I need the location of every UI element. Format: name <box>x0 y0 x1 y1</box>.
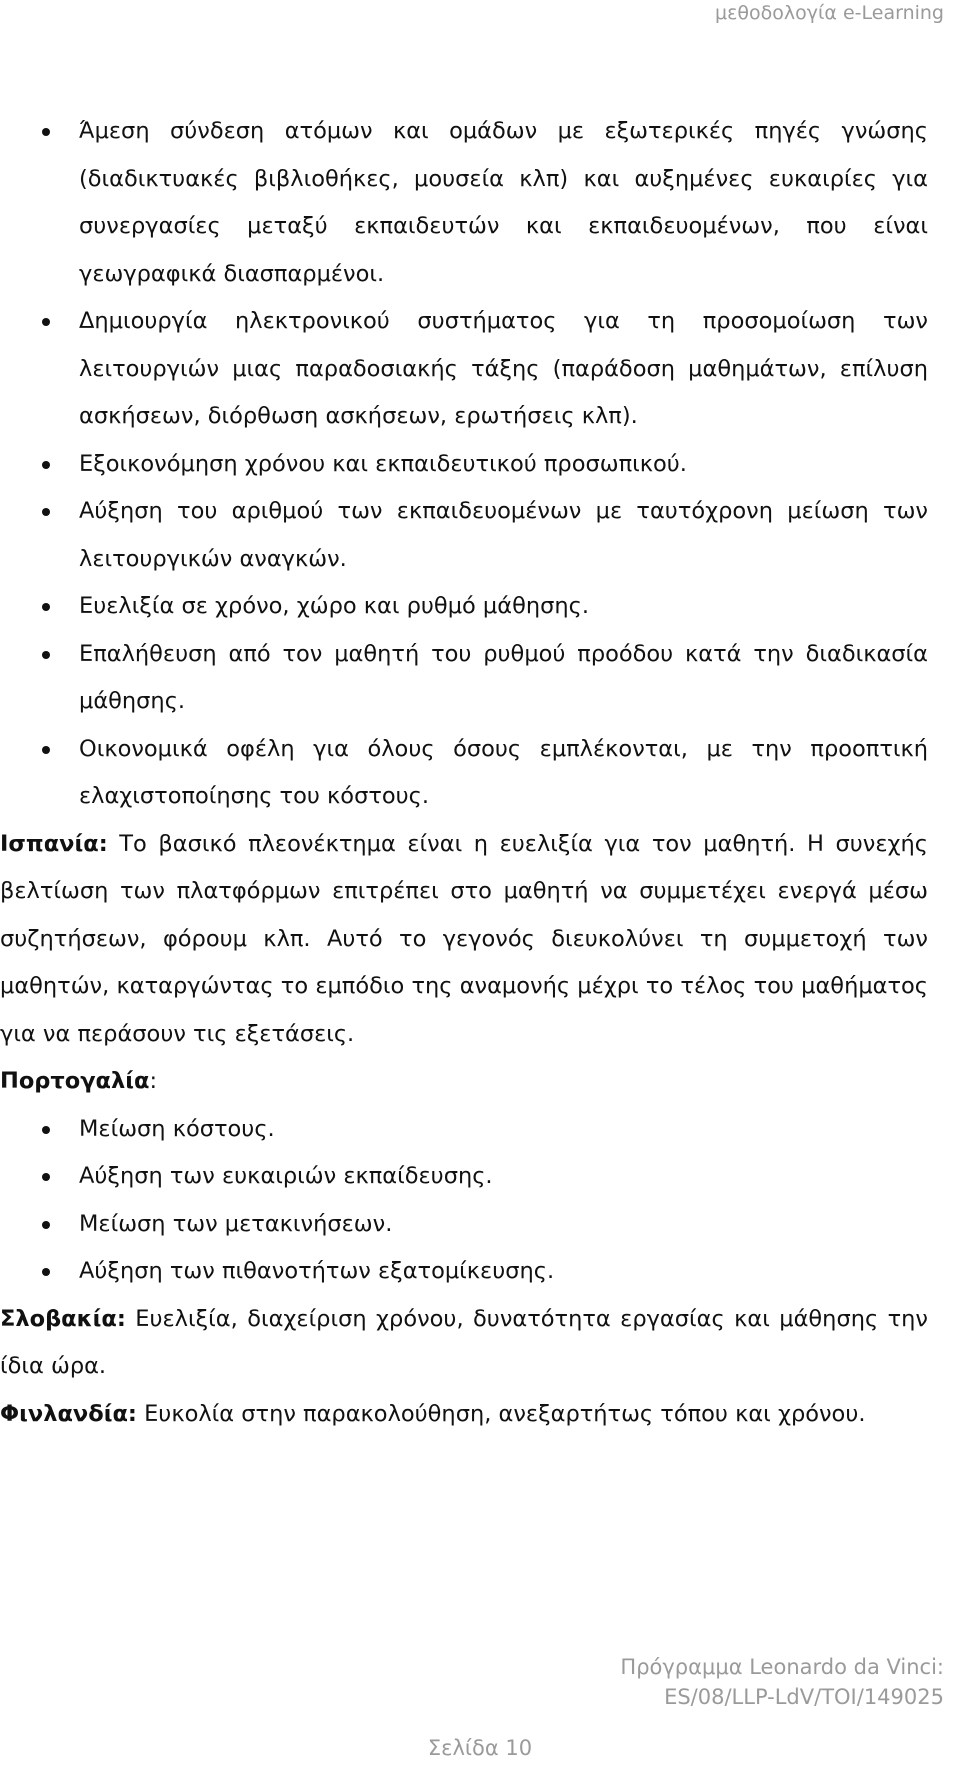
bullet-icon <box>42 1126 50 1134</box>
bullet-icon <box>42 318 50 326</box>
list-item: Μείωση των μετακινήσεων. <box>0 1201 928 1249</box>
bullet-icon <box>42 746 50 754</box>
slovakia-label: Σλοβακία: <box>0 1305 126 1332</box>
document-body <box>0 108 928 1438</box>
bullet-icon <box>42 1268 50 1276</box>
spain-paragraph <box>0 821 928 1059</box>
program-name: Πρόγραμμα Leonardo da Vinci: <box>620 1655 944 1679</box>
bullet-icon <box>42 1173 50 1181</box>
portugal-heading: Πορτογαλία: <box>0 1068 158 1094</box>
bullet-icon <box>42 508 50 516</box>
bullet-icon <box>42 1221 50 1229</box>
list-item: Άμεση σύνδεση ατόμων και ομάδων με εξωτερικές πηγές γνώσης (διαδικτυακές βιβλιοθήκες, μουσεία κλπ) και αυξημένες ευκαιρίες για συνεργασίες μεταξύ εκπαιδευτών και εκπαιδευομένων, που είναι γεωγραφικά διασπαρμένοι. <box>0 108 928 298</box>
list-item: Αύξηση των ευκαιριών εκπαίδευσης. <box>0 1153 928 1201</box>
list-item: Αύξηση των πιθανοτήτων εξατομίκευσης. <box>0 1248 928 1296</box>
list-item: Δημιουργία ηλεκτρονικού συστήματος για τη προσομοίωση των λειτουργιών μιας παραδοσιακής τάξης (παράδοση μαθημάτων, επίλυση ασκήσεων, διόρθωση ασκήσεων, ερωτήσεις κλπ). <box>0 298 928 441</box>
slovakia-text: Ευελιξία, διαχείριση χρόνου, δυνατότητα εργασίας και μάθησης την ίδια ώρα. <box>0 1305 928 1379</box>
bullet-icon <box>42 461 50 469</box>
list-item: Εξοικονόμηση χρόνου και εκπαιδευτικού προσωπικού. <box>0 441 928 489</box>
page-header: μεθοδολογία e-Learning <box>715 2 944 24</box>
finland-label: Φινλανδία: <box>0 1400 137 1427</box>
spain-label: Ισπανία: <box>0 830 108 857</box>
list-item: Ευελιξία σε χρόνο, χώρο και ρυθμό μάθησης. <box>0 583 928 631</box>
program-footer <box>524 1652 944 1712</box>
bullet-icon <box>42 603 50 611</box>
bullet-icon <box>42 128 50 136</box>
list-item: Οικονομικά οφέλη για όλους όσους εμπλέκονται, με την προοπτική ελαχιστοποίησης του κόστους. <box>0 726 928 821</box>
advantages-list <box>0 108 928 821</box>
list-item: Αύξηση του αριθμού των εκπαιδευομένων με ταυτόχρονη μείωση των λειτουργικών αναγκών. <box>0 488 928 583</box>
program-code: ES/08/LLP-LdV/TOI/149025 <box>664 1685 944 1709</box>
finland-text: Ευκολία στην παρακολούθηση, ανεξαρτήτως τόπου και χρόνου. <box>136 1400 866 1427</box>
bullet-icon <box>42 651 50 659</box>
list-item: Μείωση κόστους. <box>0 1106 928 1154</box>
finland-paragraph <box>0 1391 928 1439</box>
portugal-label: Πορτογαλία <box>0 1068 150 1094</box>
spain-text: Το βασικό πλεονέκτημα είναι η ευελιξία για τον μαθητή. Η συνεχής βελτίωση των πλατφόρμων επιτρέπει στο μαθητή να συμμετέχει ενεργά μέσω συζητήσεων, φόρουμ κλπ. Αυτό το γεγονός διευκολύνει τη συμμετοχή των μαθητών, καταργώντας το εμπόδιο της αναμονής μέχρι το τέλος του μαθήματος για να περάσουν τις εξετάσεις. <box>0 830 928 1047</box>
page-number: Σελίδα 10 <box>427 1736 533 1760</box>
list-item: Επαλήθευση από τον μαθητή του ρυθμού προόδου κατά την διαδικασία μάθησης. <box>0 631 928 726</box>
portugal-list <box>0 1106 928 1296</box>
slovakia-paragraph <box>0 1296 928 1391</box>
